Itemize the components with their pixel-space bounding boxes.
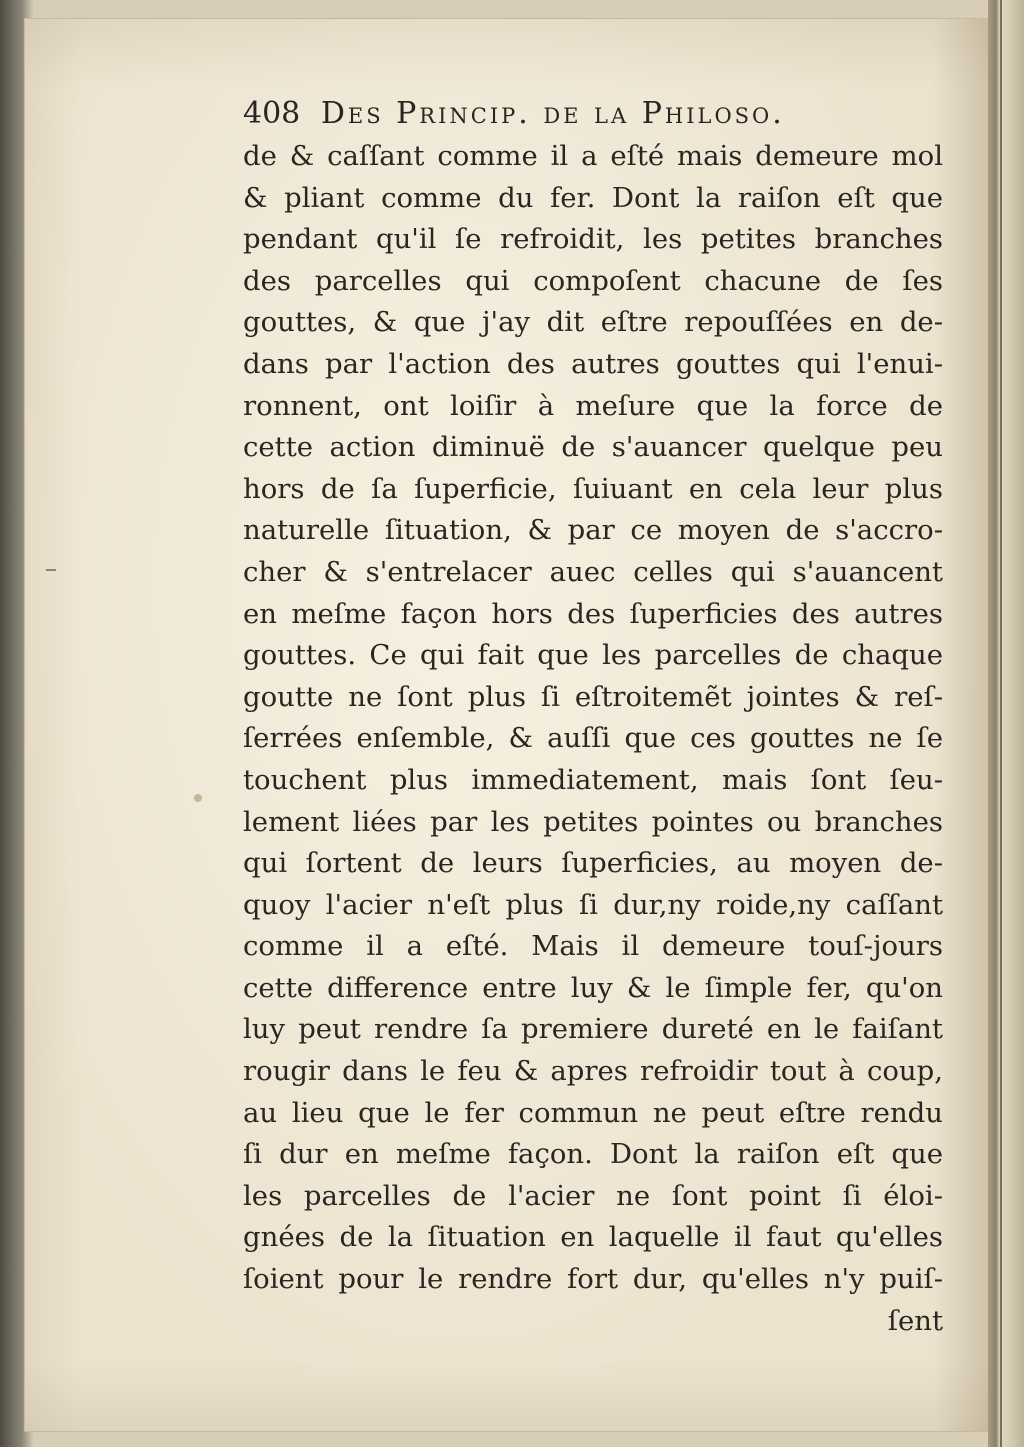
page-number: 408: [243, 96, 301, 131]
text-line: ſoient pour le rendre fort dur, qu'elles n'y puiſ-: [243, 1263, 943, 1296]
text-line: gouttes. Ce qui fait que les parcelles de chaque: [243, 639, 943, 672]
text-line: gouttes, & que j'ay dit eſtre repouſſées en de-: [243, 306, 943, 339]
text-line: de & caſſant comme il a eſté mais demeure mol: [243, 140, 943, 172]
text-line: en meſme façon hors des ſuperficies des autres: [243, 597, 943, 630]
text-line: ſerrées enſemble, & auſſi que ces gouttes ne ſe: [243, 722, 943, 755]
binding-shadow: [1000, 0, 1002, 1447]
text-line: cher & s'entrelacer auec celles qui s'auancent: [243, 555, 943, 588]
body-text: [243, 136, 943, 1301]
text-line: les parcelles de l'acier ne ſont point ſi éloi-: [243, 1179, 943, 1212]
text-line: comme il a eſté. Mais il demeure touſ-jours: [243, 930, 943, 963]
text-line: cette action diminuë de s'auancer quelque peu: [243, 431, 943, 464]
text-line: rougir dans le feu & apres refroidir tout à coup,: [243, 1055, 943, 1088]
text-line: hors de ſa ſuperficie, ſuiuant en cela leur plus: [243, 472, 943, 505]
text-line: au lieu que le fer commun ne peut eſtre rendu: [243, 1096, 943, 1129]
paper-speck: [194, 794, 202, 802]
text-line: lement liées par les petites pointes ou branches: [243, 805, 943, 838]
text-line: pendant qu'il ſe refroidit, les petites branches: [243, 223, 943, 256]
text-line: ſi dur en meſme façon. Dont la raiſon eſt que: [243, 1138, 943, 1171]
text-line: ronnent, ont loiſir à meſure que la force de: [243, 389, 943, 422]
text-line: des parcelles qui compoſent chacune de ſes: [243, 264, 943, 297]
text-line: naturelle ſituation, & par ce moyen de s'accro-: [243, 514, 943, 547]
text-line: qui ſortent de leurs ſuperficies, au moyen de-: [243, 847, 943, 880]
text-line: & pliant comme du fer. Dont la raiſon eſt que: [243, 181, 943, 214]
text-line: luy peut rendre ſa premiere dureté en le faiſant: [243, 1013, 943, 1046]
text-line: dans par l'action des autres gouttes qui l'enui-: [243, 347, 943, 380]
page-text-block: [243, 92, 943, 1342]
catchword: ſent: [887, 1304, 943, 1337]
text-line: goutte ne ſont plus ſi eſtroitemẽt jointes & reſ-: [243, 680, 943, 713]
margin-mark: [46, 569, 56, 571]
facing-page-edge: [988, 0, 1024, 1447]
text-line: cette difference entre luy & le ſimple fer, qu'on: [243, 971, 943, 1004]
running-head-title: Des Princip. de la Philoso.: [320, 96, 785, 131]
text-line: gnées de la ſituation en laquelle il faut qu'elles: [243, 1221, 943, 1254]
text-line: quoy l'acier n'eſt plus ſi dur,ny roide,ny caſſant: [243, 888, 943, 921]
text-line: touchent plus immediatement, mais ſont ſeu-: [243, 763, 943, 796]
running-head: [243, 92, 943, 136]
